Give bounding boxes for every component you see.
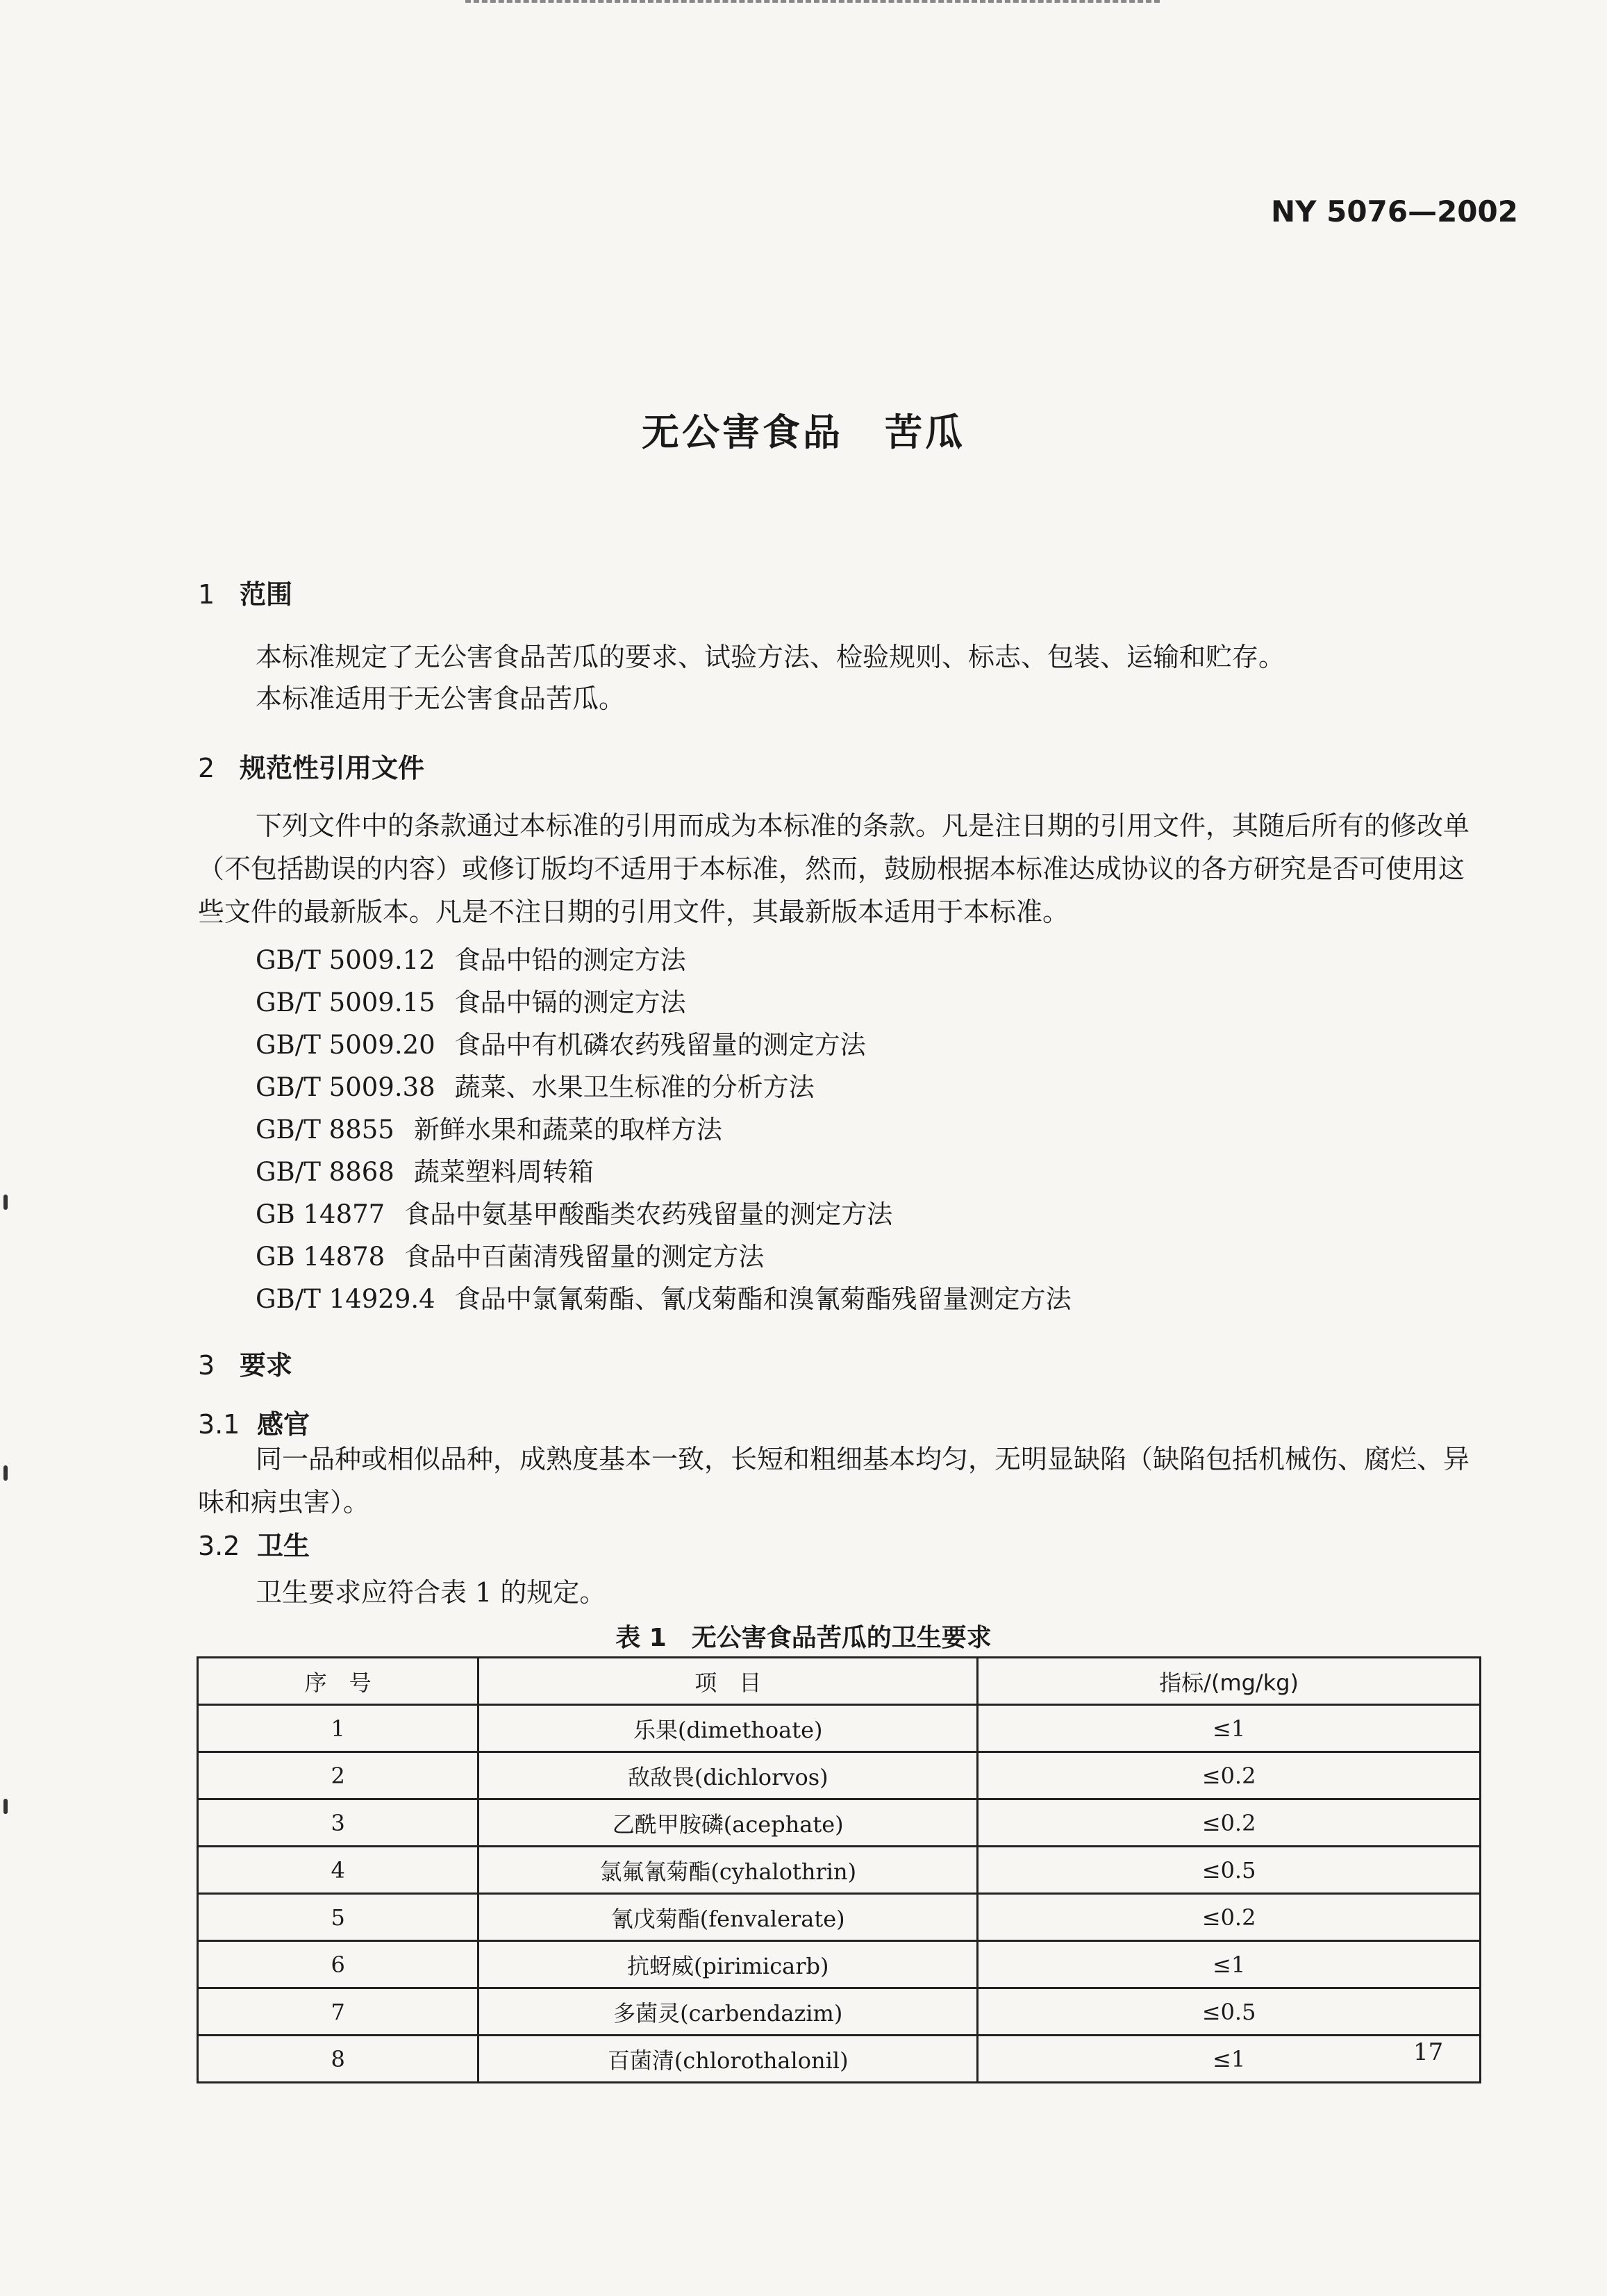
section-number: 2 [198, 753, 215, 783]
table-caption: 表 1 无公害食品苦瓜的卫生要求 [615, 1624, 992, 1652]
cell-limit: ≤0.2 [978, 1894, 1481, 1941]
reference-title: 食品中有机磷农药残留量的测定方法 [454, 1030, 866, 1060]
reference-code: GB/T 5009.15 [256, 988, 435, 1017]
standard-number: NY 5076—2002 [1271, 194, 1518, 228]
reference-item [256, 939, 686, 976]
section-title: 卫生 [257, 1531, 310, 1561]
reference-title: 食品中氨基甲酸酯类农药残留量的测定方法 [404, 1199, 893, 1229]
table-row [198, 1752, 1481, 1799]
reference-title: 蔬菜、水果卫生标准的分析方法 [454, 1072, 815, 1102]
cell-item: 多菌灵(carbendazim) [478, 1988, 978, 2036]
section-3-1-heading [198, 1403, 310, 1441]
table-row [198, 1799, 1481, 1847]
table-row [198, 1941, 1481, 1988]
reference-code: GB/T 14929.4 [256, 1284, 435, 1314]
scope-line-2: 本标准适用于无公害食品苦瓜。 [256, 683, 626, 714]
section-number: 3.1 [198, 1409, 240, 1440]
cell-number: 7 [198, 1988, 478, 2036]
cell-limit: ≤0.5 [978, 1847, 1481, 1894]
reference-code: GB/T 8868 [256, 1157, 394, 1187]
cell-limit: ≤0.5 [978, 1988, 1481, 2036]
reference-code: GB 14878 [256, 1242, 385, 1272]
reference-code: GB/T 5009.20 [256, 1030, 435, 1060]
reference-title: 食品中镉的测定方法 [454, 988, 686, 1017]
section-1-heading [198, 573, 292, 611]
section-title: 感官 [257, 1409, 310, 1440]
title-part-1: 无公害食品 [642, 410, 843, 454]
column-header-limit: 指标/(mg/kg) [978, 1658, 1481, 1705]
reference-code: GB/T 8855 [256, 1115, 394, 1145]
reference-item [256, 1108, 722, 1146]
cell-item: 百菌清(chlorothalonil) [478, 2036, 978, 2083]
table-row [198, 1988, 1481, 2036]
page-number: 17 [1413, 2038, 1444, 2066]
reference-title: 食品中氯氰菊酯、氰戊菊酯和溴氰菊酯残留量测定方法 [454, 1284, 1072, 1314]
table-row [198, 2036, 1481, 2083]
cell-limit: ≤1 [978, 1941, 1481, 1988]
reference-code: GB/T 5009.12 [256, 945, 435, 975]
cell-number: 3 [198, 1799, 478, 1847]
table-row [198, 1847, 1481, 1894]
reference-item [256, 981, 686, 1019]
section-2-heading [198, 747, 424, 785]
section-3-2-heading [198, 1524, 310, 1563]
cell-number: 4 [198, 1847, 478, 1894]
section-title: 要求 [240, 1350, 293, 1381]
section-number: 1 [198, 579, 215, 610]
hygiene-requirement-text: 卫生要求应符合表 1 的规定。 [256, 1577, 606, 1608]
cell-limit: ≤1 [978, 2036, 1481, 2083]
reference-item [256, 1193, 892, 1231]
scope-line-1: 本标准规定了无公害食品苦瓜的要求、试验方法、检验规则、标志、包装、运输和贮存。 [256, 642, 1285, 672]
reference-item [256, 1024, 866, 1061]
reference-title: 蔬菜塑料周转箱 [413, 1157, 594, 1187]
cell-number: 6 [198, 1941, 478, 1988]
cell-number: 5 [198, 1894, 478, 1941]
hygiene-requirements-table [197, 1656, 1481, 2083]
binding-mark [3, 1195, 8, 1210]
reference-title: 新鲜水果和蔬菜的取样方法 [413, 1115, 722, 1145]
cell-number: 2 [198, 1752, 478, 1799]
section-title: 范围 [240, 579, 293, 610]
cell-item: 乐果(dimethoate) [478, 1705, 978, 1752]
cell-number: 8 [198, 2036, 478, 2083]
reference-item [256, 1066, 815, 1104]
table-row [198, 1705, 1481, 1752]
cell-item: 乙酰甲胺磷(acephate) [478, 1799, 978, 1847]
top-scan-border [465, 0, 1160, 7]
cell-number: 1 [198, 1705, 478, 1752]
cell-item: 抗蚜威(pirimicarb) [478, 1941, 978, 1988]
cell-item: 敌敌畏(dichlorvos) [478, 1752, 978, 1799]
binding-mark [3, 1799, 8, 1814]
section-number: 3.2 [198, 1531, 240, 1561]
cell-limit: ≤0.2 [978, 1799, 1481, 1847]
section-number: 3 [198, 1350, 215, 1381]
reference-code: GB/T 5009.38 [256, 1072, 435, 1102]
reference-item [256, 1236, 764, 1273]
cell-item: 氰戊菊酯(fenvalerate) [478, 1894, 978, 1941]
cell-item: 氯氟氰菊酯(cyhalothrin) [478, 1847, 978, 1894]
section-3-heading [198, 1344, 292, 1382]
column-header-number: 序 号 [198, 1658, 478, 1705]
cell-limit: ≤1 [978, 1705, 1481, 1752]
sensory-requirement-text: 同一品种或相似品种，成熟度基本一致，长短和粗细基本均匀，无明显缺陷（缺陷包括机械伤、腐烂、异味和病虫害）。 [198, 1444, 1470, 1517]
column-header-item: 项 目 [478, 1658, 978, 1705]
table-row [198, 1894, 1481, 1941]
reference-item [256, 1278, 1072, 1315]
page-title [0, 403, 1607, 456]
binding-mark [3, 1465, 8, 1481]
section-title: 规范性引用文件 [240, 753, 425, 783]
reference-item [256, 1151, 594, 1188]
normative-references-intro: 下列文件中的条款通过本标准的引用而成为本标准的条款。凡是注日期的引用文件，其随后所有的修改单（不包括勘误的内容）或修订版均不适用于本标准，然而，鼓励根据本标准达成协议的各方研究是否可使用这些文件的最新版本。凡是不注日期的引用文件，其最新版本适用于本标准。 [198, 810, 1470, 927]
reference-title: 食品中百菌清残留量的测定方法 [404, 1242, 765, 1272]
cell-limit: ≤0.2 [978, 1752, 1481, 1799]
reference-code: GB 14877 [256, 1199, 385, 1229]
reference-title: 食品中铅的测定方法 [454, 945, 686, 975]
table-header-row [198, 1658, 1481, 1705]
title-part-2: 苦瓜 [885, 410, 965, 454]
